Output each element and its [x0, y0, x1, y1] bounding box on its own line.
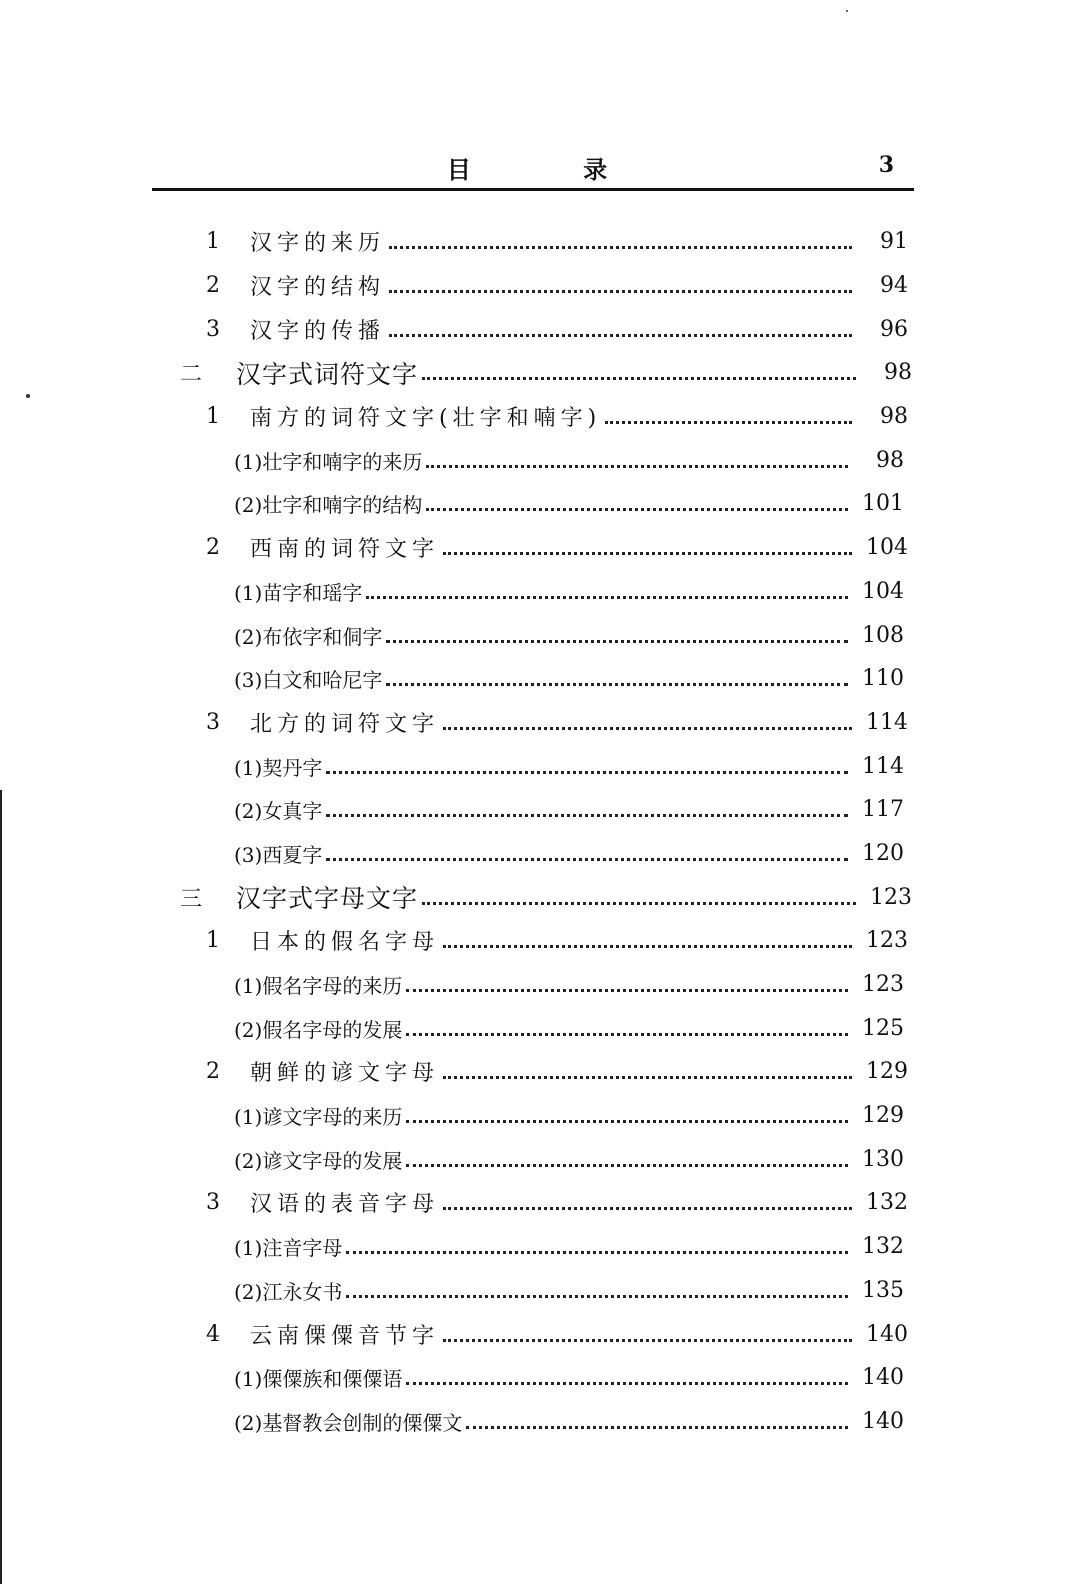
toc-entry: [0, 1094, 1080, 1138]
toc-entry-number: 1: [206, 928, 220, 954]
toc-entry-page: 123: [866, 928, 908, 954]
toc-entry-title: 西南的词符文字: [250, 537, 440, 563]
dot-leader: [443, 1339, 852, 1342]
dot-leader: [326, 771, 848, 774]
toc-entry-page: 91: [880, 229, 908, 255]
dot-leader: [389, 334, 852, 337]
toc-entry-title: (1)注音字母: [234, 1236, 343, 1261]
toc-entry-page: 132: [866, 1190, 908, 1216]
toc-entry-title: 朝鲜的谚文字母: [250, 1061, 440, 1087]
toc-entry: [0, 1312, 1080, 1356]
toc-entry: [0, 788, 1080, 832]
dot-leader: [443, 945, 852, 948]
toc-entry: [0, 526, 1080, 570]
dot-leader: [386, 683, 848, 686]
toc-entry: [0, 701, 1080, 745]
toc-entry: [0, 1137, 1080, 1181]
toc-entry-page: 140: [862, 1365, 904, 1391]
toc-entry-number: 3: [206, 709, 220, 735]
dot-leader: [443, 552, 852, 555]
toc-entry-page: 98: [876, 447, 904, 473]
toc-entry-page: 98: [884, 360, 912, 386]
toc-entry-title: (2)布依字和侗字: [234, 624, 383, 649]
toc-entry-number: 二: [180, 362, 203, 388]
toc-entry: [0, 1181, 1080, 1225]
toc-entry: [0, 438, 1080, 482]
toc-entry: [0, 1269, 1080, 1313]
toc-entry-number: 1: [206, 404, 220, 430]
toc-entry: [0, 351, 1080, 395]
toc-entry-page: 129: [866, 1059, 908, 1085]
toc-entry: [0, 919, 1080, 963]
toc-entry-page: 94: [880, 273, 908, 299]
toc-entry-page: 125: [862, 1015, 904, 1041]
toc-entry-title: 汉字的传播: [250, 318, 386, 344]
dot-leader: [386, 640, 848, 643]
dot-leader: [389, 246, 852, 249]
toc-entry-title: 南方的词符文字(壮字和喃字): [250, 406, 602, 432]
toc-entry: [0, 1356, 1080, 1400]
toc-entry-number: 3: [206, 316, 220, 342]
toc-entry-title: (1)谚文字母的来历: [234, 1105, 403, 1130]
dot-leader: [466, 1426, 848, 1429]
dot-leader: [389, 290, 852, 293]
toc-entry: [0, 832, 1080, 876]
toc-entry-title: (2)女真字: [234, 799, 323, 824]
dot-leader: [346, 1295, 848, 1298]
toc-entry-number: 三: [180, 886, 203, 912]
toc-entry: [0, 307, 1080, 351]
toc-entry-page: 114: [866, 709, 908, 735]
toc-entry: [0, 395, 1080, 439]
toc-entry-page: 104: [866, 535, 908, 561]
toc-entry-title: 汉字式词符文字: [236, 359, 419, 389]
toc-entry-title: 汉语的表音字母: [250, 1192, 440, 1218]
toc-entry-page: 135: [862, 1277, 904, 1303]
scan-speck: [846, 10, 848, 12]
dot-leader: [406, 989, 848, 992]
toc-entry: [0, 482, 1080, 526]
toc-entry-title: (1)假名字母的来历: [234, 974, 403, 999]
dot-leader: [406, 1033, 848, 1036]
toc-entry-page: 130: [862, 1146, 904, 1172]
toc-entry-page: 104: [862, 578, 904, 604]
toc-entry-number: 1: [206, 229, 220, 255]
toc-entry: [0, 264, 1080, 308]
toc-entry-title: (2)假名字母的发展: [234, 1017, 403, 1042]
toc-entry-page: 101: [862, 491, 904, 517]
dot-leader: [605, 421, 852, 424]
toc-entry-number: 2: [206, 273, 220, 299]
toc-entry: [0, 1006, 1080, 1050]
toc-entry-title: (1)傈僳族和傈僳语: [234, 1367, 403, 1392]
toc-entry-title: 汉字的来历: [250, 231, 386, 257]
toc-entry-number: 2: [206, 1059, 220, 1085]
toc-entry-title: (3)白文和哈尼字: [234, 668, 383, 693]
toc-entry-page: 132: [862, 1234, 904, 1260]
toc-entry: [0, 744, 1080, 788]
toc-entry-title: 汉字的结构: [250, 275, 386, 301]
page-header: [152, 148, 914, 184]
dot-leader: [426, 508, 848, 511]
toc-entry: [0, 570, 1080, 614]
toc-entry: [0, 1225, 1080, 1269]
toc-entry-title: (3)西夏字: [234, 842, 323, 867]
dot-leader: [443, 1076, 852, 1079]
toc-entry-page: 108: [862, 622, 904, 648]
toc-entry: [0, 220, 1080, 264]
toc-entry-page: 114: [862, 753, 904, 779]
dot-leader: [366, 596, 848, 599]
dot-leader: [346, 1251, 848, 1254]
toc-entry-title: (2)江永女书: [234, 1279, 343, 1304]
toc-entry-page: 129: [862, 1103, 904, 1129]
dot-leader: [326, 858, 848, 861]
toc-entry-title: (1)壮字和喃字的来历: [234, 449, 423, 474]
toc-entry-number: 4: [206, 1321, 220, 1347]
toc-entry-title: 汉字式字母文字: [236, 884, 419, 914]
toc-entry-title: (1)契丹字: [234, 755, 323, 780]
dot-leader: [326, 814, 848, 817]
dot-leader: [406, 1382, 848, 1385]
dot-leader: [426, 465, 848, 468]
dot-leader: [406, 1164, 848, 1167]
table-of-contents: [0, 220, 1080, 1443]
dot-leader: [406, 1120, 848, 1123]
toc-entry-title: (2)壮字和喃字的结构: [234, 493, 423, 518]
toc-entry-page: 140: [862, 1408, 904, 1434]
header-rule: [152, 188, 914, 191]
toc-entry-page: 123: [862, 972, 904, 998]
toc-entry: [0, 875, 1080, 919]
dot-leader: [443, 1207, 852, 1210]
toc-entry-page: 117: [862, 797, 904, 823]
toc-entry-title: (1)苗字和瑶字: [234, 580, 363, 605]
toc-entry: [0, 657, 1080, 701]
toc-entry-title: 日本的假名字母: [250, 930, 440, 956]
toc-entry-page: 96: [880, 316, 908, 342]
toc-entry-title: 云南傈僳音节字: [250, 1323, 440, 1349]
toc-entry: [0, 963, 1080, 1007]
toc-entry-title: 北方的词符文字: [250, 711, 440, 737]
toc-entry-page: 123: [870, 884, 912, 910]
toc-entry: [0, 613, 1080, 657]
dot-leader: [422, 377, 856, 380]
toc-entry-page: 120: [862, 840, 904, 866]
toc-entry-page: 110: [862, 666, 904, 692]
toc-entry-page: 140: [866, 1321, 908, 1347]
toc-entry: [0, 1400, 1080, 1444]
toc-entry-number: 3: [206, 1190, 220, 1216]
toc-entry-title: (2)基督教会创制的傈僳文: [234, 1410, 463, 1435]
page-title: 目 录: [446, 155, 660, 184]
toc-entry-page: 98: [880, 404, 908, 430]
toc-entry-number: 2: [206, 535, 220, 561]
toc-entry: [0, 1050, 1080, 1094]
dot-leader: [443, 727, 852, 730]
toc-entry-title: (2)谚文字母的发展: [234, 1148, 403, 1173]
page-number: 3: [878, 152, 894, 178]
dot-leader: [422, 902, 856, 905]
